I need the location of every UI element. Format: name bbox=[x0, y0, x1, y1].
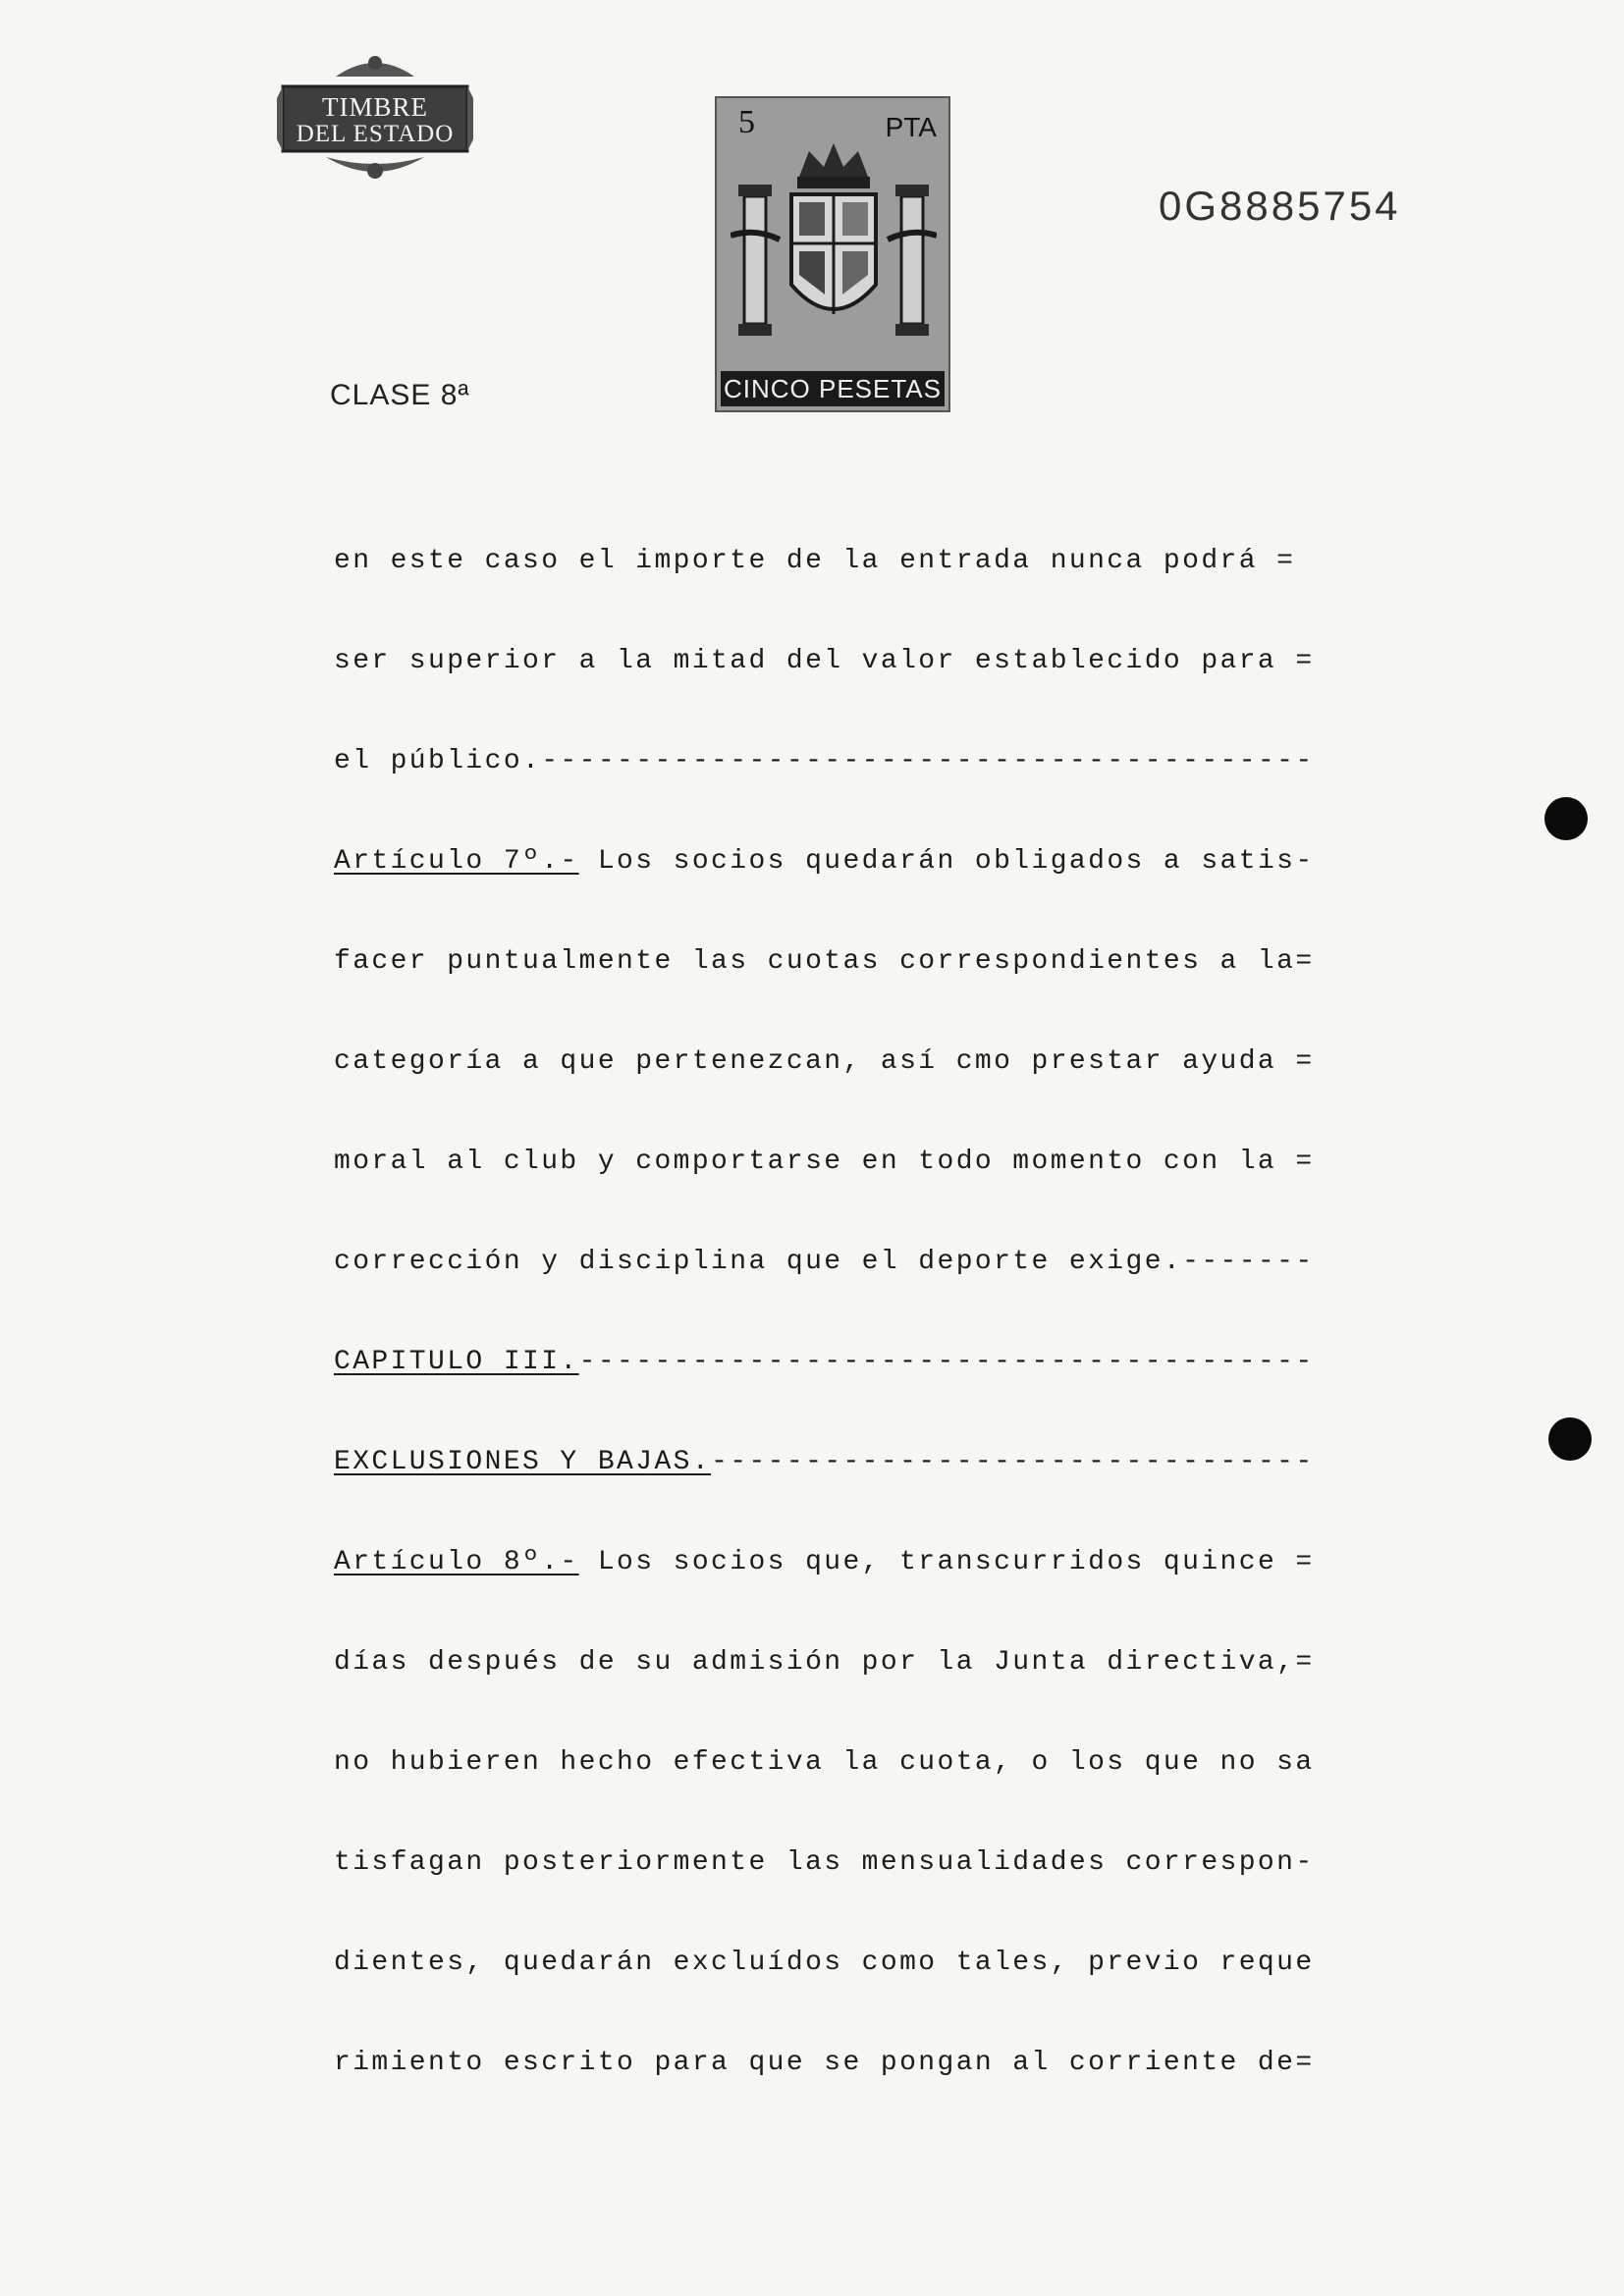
clase-label: CLASE 8ª bbox=[330, 379, 470, 411]
serial-number: 0G8885754 bbox=[1159, 183, 1401, 229]
text-line: el público.----------------------------------------- bbox=[334, 746, 1315, 776]
text-line: no hubieren hecho efectiva la cuota, o los que no sa bbox=[334, 1747, 1315, 1778]
text-line: ser superior a la mitad del valor establecido para = bbox=[334, 646, 1315, 676]
text-line: moral al club y comportarse en todo momento con la = bbox=[334, 1147, 1315, 1177]
text-line bbox=[334, 1349, 1384, 1376]
text-line: dientes, quedarán excluídos como tales, previo reque bbox=[334, 1948, 1315, 1978]
stamp-value: 5 bbox=[738, 104, 755, 140]
tax-stamp bbox=[715, 96, 950, 412]
coat-of-arms-icon bbox=[731, 137, 937, 365]
text-line bbox=[334, 848, 1384, 876]
section-heading: EXCLUSIONES Y BAJAS. bbox=[334, 1447, 712, 1477]
stamp-denomination: CINCO PESETAS bbox=[721, 371, 945, 406]
text-line bbox=[334, 1549, 1384, 1576]
text-line: días después de su admisión por la Junta directiva,= bbox=[334, 1647, 1315, 1678]
text-line: categoría a que pertenezcan, así cmo prestar ayuda = bbox=[334, 1046, 1315, 1077]
article-7-heading: Artículo 7º.- bbox=[334, 846, 579, 877]
article-8-heading: Artículo 8º.- bbox=[334, 1547, 579, 1577]
timbre-seal bbox=[277, 49, 473, 187]
text-line: rimiento escrito para que se pongan al corriente de= bbox=[334, 2048, 1315, 2078]
binder-hole bbox=[1548, 1417, 1592, 1461]
chapter-heading: CAPITULO III. bbox=[334, 1347, 579, 1377]
text-line: corrección y disciplina que el deporte exige.------- bbox=[334, 1247, 1315, 1277]
text-segment: -------------------------------- bbox=[711, 1447, 1315, 1477]
text-segment: Los socios que, transcurridos quince = bbox=[578, 1547, 1315, 1577]
binder-hole bbox=[1544, 797, 1588, 840]
seal-line-2: DEL ESTADO bbox=[296, 121, 455, 147]
text-segment: --------------------------------------- bbox=[578, 1347, 1315, 1377]
text-line: facer puntualmente las cuotas correspondientes a la= bbox=[334, 946, 1315, 977]
stamp-unit: PTA bbox=[885, 112, 937, 142]
text-line: en este caso el importe de la entrada nunca podrá = bbox=[334, 546, 1296, 576]
text-segment: Los socios quedarán obligados a satis- bbox=[578, 846, 1315, 877]
seal-line-1: TIMBRE bbox=[321, 92, 428, 122]
text-line bbox=[334, 1449, 1384, 1476]
text-line: tisfagan posteriormente las mensualidades correspon- bbox=[334, 1847, 1315, 1878]
